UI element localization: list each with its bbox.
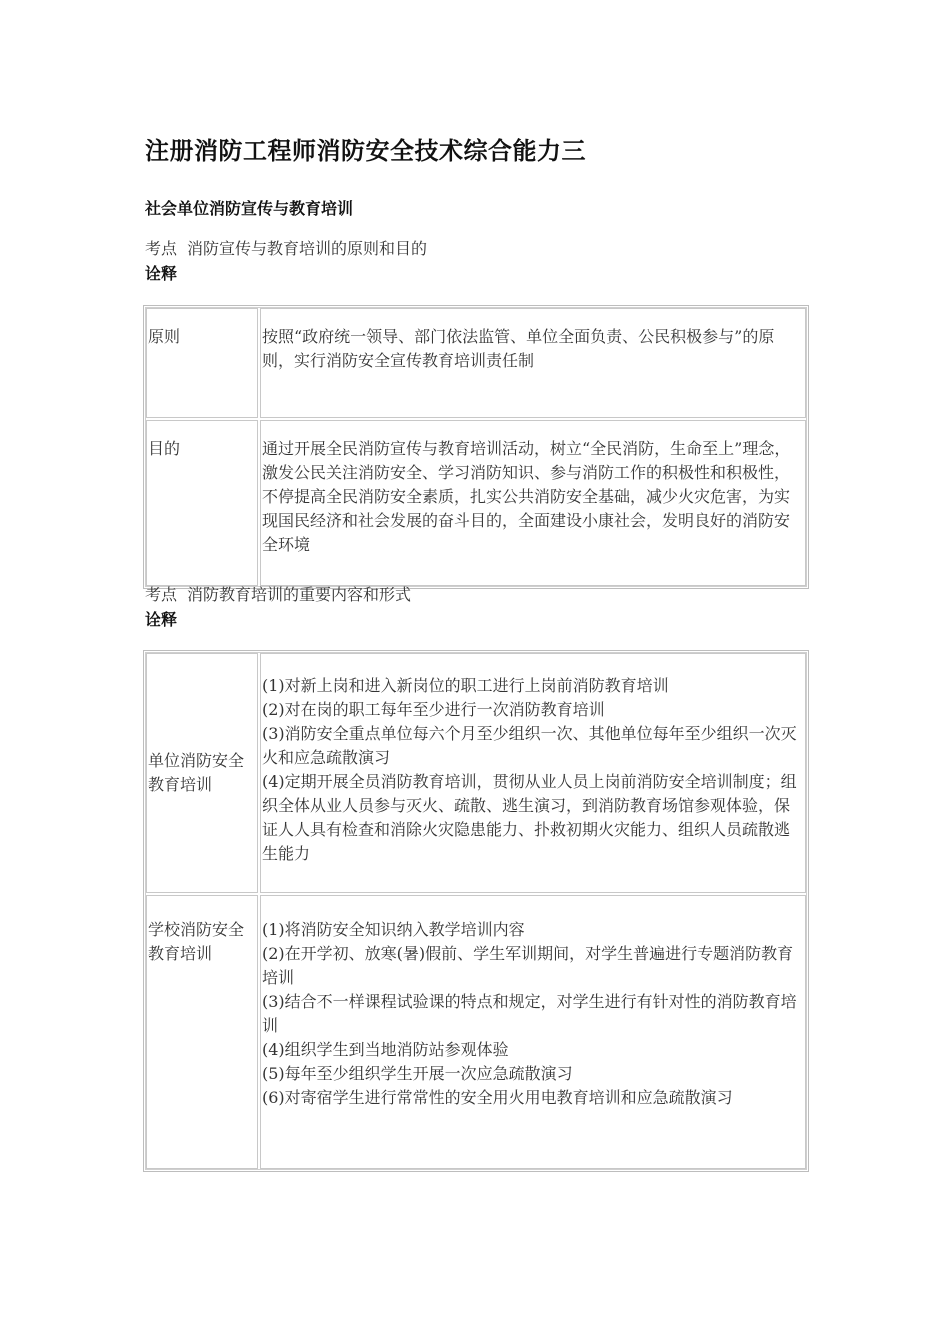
list-item: (5)每年至少组织学生开展一次应急疏散演习	[262, 1064, 573, 1083]
list-item: (2)对在岗的职工每年至少进行一次消防教育培训	[262, 700, 605, 719]
row-label: 目的	[146, 420, 258, 586]
section-heading: 社会单位消防宣传与教育培训	[145, 199, 354, 218]
row-content	[260, 895, 806, 1169]
list-item: (1)将消防安全知识纳入教学培训内容	[262, 920, 525, 939]
topic-2-heading	[145, 582, 411, 605]
table-row	[146, 420, 806, 586]
topic-1-name: 消防宣传与教育培训的原则和目的	[187, 239, 428, 258]
list-item: (1)对新上岗和进入新岗位的职工进行上岗前消防教育培训	[262, 676, 669, 695]
list-item: (4)组织学生到当地消防站参观体验	[262, 1040, 509, 1059]
row-label: 学校消防安全教育培训	[146, 895, 258, 1169]
topic-1-label: 考点	[145, 239, 178, 258]
principle-purpose-table	[143, 305, 809, 589]
topic-1-explanation-label: 诠释	[145, 264, 178, 283]
list-item: (3)消防安全重点单位每六个月至少组织一次、其他单位每年至少组织一次灭火和应急疏散演习	[262, 724, 797, 767]
table-row	[146, 308, 806, 418]
topic-2-explanation-label: 诠释	[145, 610, 178, 629]
topic-2-label: 考点	[145, 585, 178, 604]
table-row	[146, 653, 806, 893]
row-content: 通过开展全民消防宣传与教育培训活动，树立“全民消防，生命至上”理念，激发公民关注消防安全、学习消防知识、参与消防工作的积极性和积极性，不停提高全民消防安全素质，扎实公共消防安全基础，减少火灾危害，为实现国民经济和社会发展的奋斗目的，全面建设小康社会，发明良好的消防安全环境	[260, 420, 806, 586]
list-item: (6)对寄宿学生进行常常性的安全用火用电教育培训和应急疏散演习	[262, 1088, 733, 1107]
list-item: (4)定期开展全员消防教育培训，贯彻从业人员上岗前消防安全培训制度；组织全体从业人员参与灭火、疏散、逃生演习，到消防教育场馆参观体验，保证人人具有检查和消除火灾隐患能力、扑救初期火灾能力、组织人员疏散逃生能力	[262, 772, 797, 863]
topic-2-name: 消防教育培训的重要内容和形式	[187, 585, 412, 604]
row-label: 原则	[146, 308, 258, 418]
topic-1-heading	[145, 236, 427, 259]
row-label: 单位消防安全教育培训	[146, 653, 258, 893]
table-row	[146, 895, 806, 1169]
list-item: (3)结合不一样课程试验课的特点和规定，对学生进行有针对性的消防教育培训	[262, 992, 797, 1035]
page-title: 注册消防工程师消防安全技术综合能力三	[145, 137, 586, 165]
row-content	[260, 653, 806, 893]
training-content-table	[143, 650, 809, 1172]
row-content: 按照“政府统一领导、部门依法监管、单位全面负责、公民积极参与”的原则，实行消防安全宣传教育培训责任制	[260, 308, 806, 418]
list-item: (2)在开学初、放寒(暑)假前、学生军训期间，对学生普遍进行专题消防教育培训	[262, 944, 794, 987]
